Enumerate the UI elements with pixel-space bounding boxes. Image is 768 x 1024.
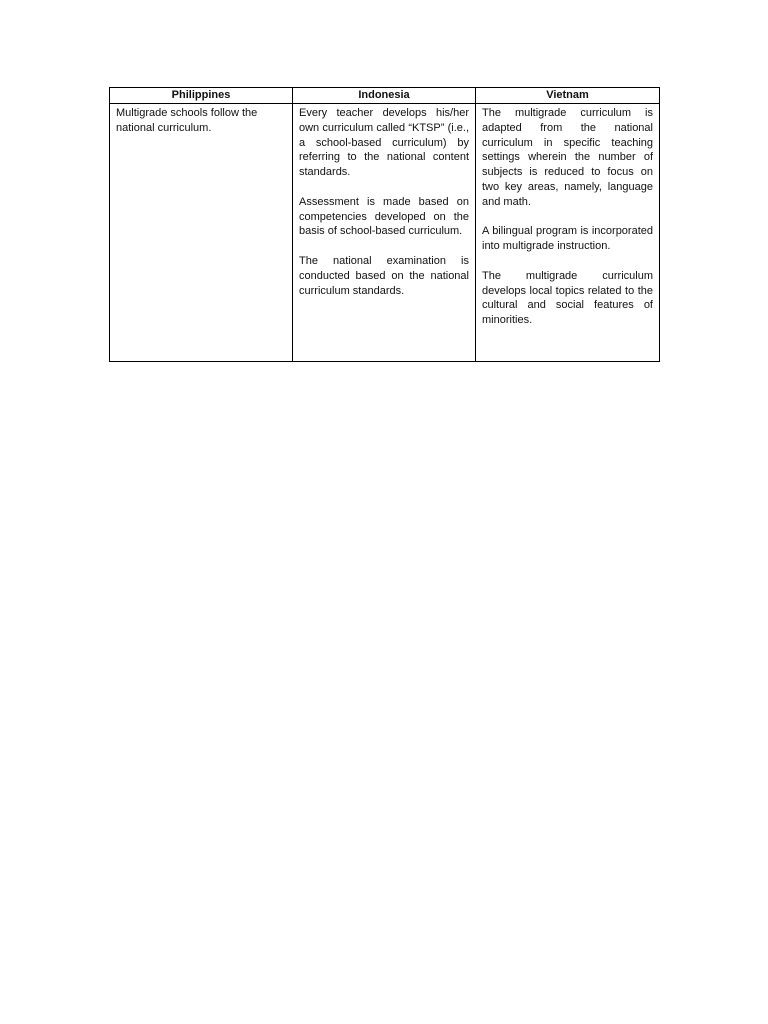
- cell-paragraph: The multigrade curriculum is adapted from the national curriculum in specific teaching settings wherein the number of subjects is reduced to focus on two key areas, namely, language and math.: [482, 107, 653, 208]
- header-indonesia: Indonesia: [293, 88, 476, 104]
- cell-paragraph: The multigrade curriculum develops local topics related to the cultural and social features of minorities.: [482, 269, 653, 327]
- cell-paragraph: A bilingual program is incorporated into multigrade instruction.: [482, 225, 653, 253]
- cell-vietnam: [476, 104, 660, 362]
- table-header-row: [110, 88, 660, 104]
- header-philippines: Philippines: [110, 88, 293, 104]
- cell-paragraph: Multigrade schools follow the national curriculum.: [116, 107, 258, 134]
- cell-paragraph: Assessment is made based on competencies developed on the basis of school-based curriculum.: [299, 195, 469, 238]
- cell-indonesia: [293, 104, 476, 362]
- table-row: [110, 104, 660, 362]
- cell-philippines: [110, 104, 293, 362]
- comparison-table: [109, 87, 660, 362]
- header-vietnam: Vietnam: [476, 88, 660, 104]
- cell-paragraph: Every teacher develops his/her own curriculum called “KTSP” (i.e., a school-based curriculum) by referring to the national content standards.: [299, 107, 469, 179]
- cell-paragraph: The national examination is conducted based on the national curriculum standards.: [299, 254, 469, 297]
